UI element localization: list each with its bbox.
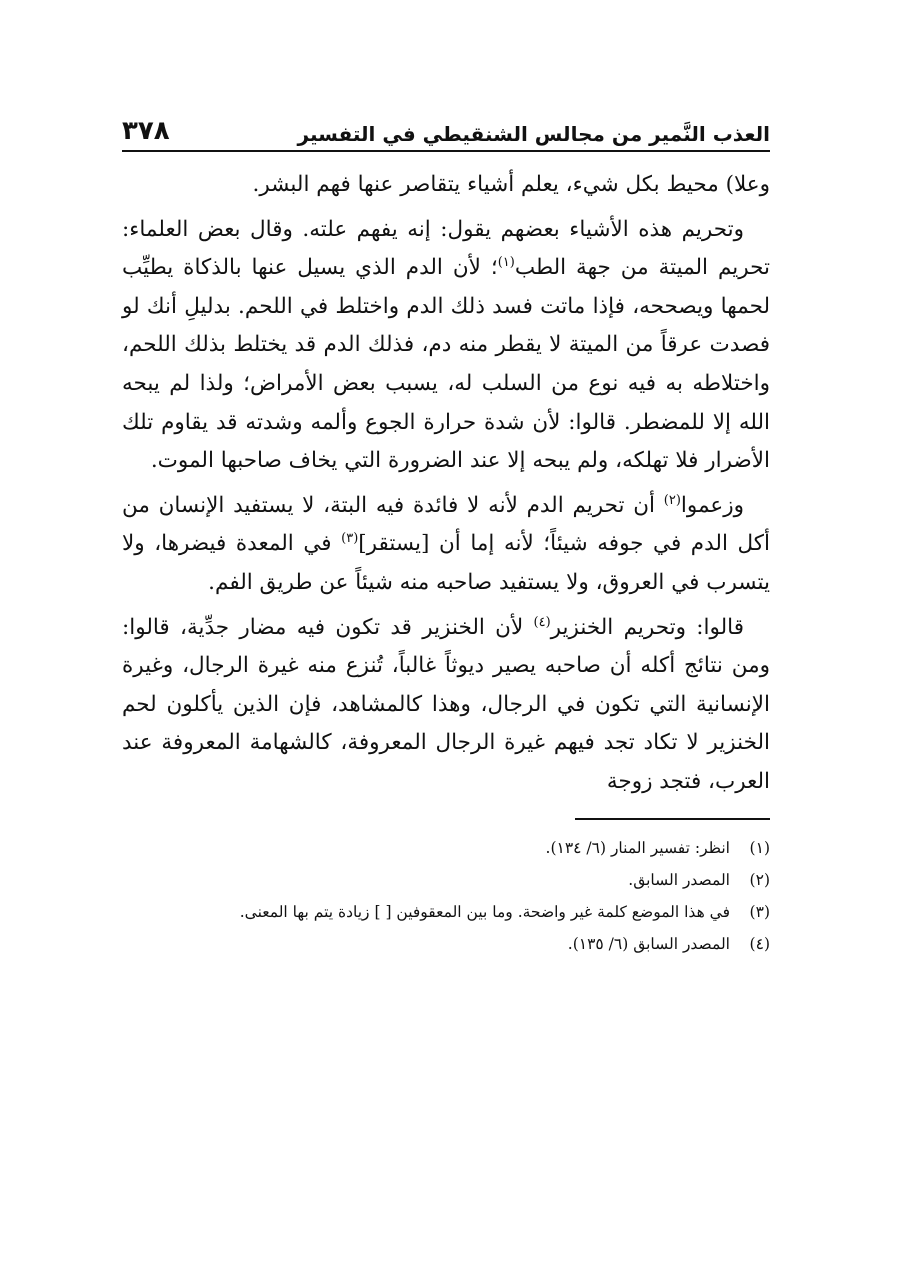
paragraph-2 (122, 211, 770, 481)
running-head (122, 100, 770, 152)
footnote-ref-2[interactable]: (٢) (663, 492, 681, 508)
paragraph-2-text-a: وتحريم هذه الأشياء بعضهم يقول: إنه يفهم علته. وقال بعض العلماء: تحريم الميتة من جهة الطب (122, 216, 770, 281)
footnote-text: انظر: تفسير المنار (٦/ ١٣٤). (545, 838, 730, 857)
paragraph-1-text: وعلا) محيط بكل شيء، يعلم أشياء يتقاصر عنها فهم البشر. (252, 172, 770, 197)
footnote-number: (٢) (749, 870, 770, 889)
main-text (122, 166, 770, 802)
paragraph-3 (122, 487, 770, 603)
footnote-item (122, 832, 770, 864)
paragraph-2-text-b: ؛ لأن الدم الذي يسيل عنها بالذكاة يطيِّب لحمها ويصححه، فإذا ماتت فسد ذلك الدم واختلط في اللحم. بدليلِ أنك لو فصدت عرقاً من الميتة لا يقطر منه دم، فذلك الدم قد يختلط بذلك اللحم، واختلاطه به فيه نوع من السلب له، يسبب بعض الأمراض؛ ولذا لم يبحه الله إلا للمضطر. قالوا: لأن شدة حرارة الجوع وألمه وشدته قد يقاوم تلك الأضرار فلا تهلكه، ولم يبحه إلا عند الضرورة التي يخاف صاحبها الموت. (122, 255, 770, 474)
paragraph-3-text-b: أن تحريم الدم لأنه لا فائدة فيه البتة، لا يستفيد الإنسان من أكل الدم في جوفه شيئاً؛ لأنه إما أن [يستقر] (122, 492, 770, 557)
footnotes (122, 832, 770, 960)
paragraph-4-text-a: قالوا: وتحريم الخنزير (550, 614, 744, 640)
book-page (122, 100, 770, 960)
paragraph-4 (122, 609, 770, 802)
page-number: ٣٧٨ (122, 116, 170, 146)
footnote-item (122, 864, 770, 896)
footnote-text: المصدر السابق. (628, 870, 730, 889)
footnote-ref-4[interactable]: (٤) (533, 614, 551, 630)
paragraph-3-text-c: في المعدة فيضرها، ولا يتسرب في العروق، ولا يستفيد صاحبه منه شيئاً عن طريق الفم. (122, 531, 770, 595)
footnote-number: (٣) (749, 902, 770, 921)
footnote-item (122, 896, 770, 928)
book-title: العذب النَّمير من مجالس الشنقيطي في التفسير (297, 122, 770, 146)
footnote-number: (٤) (749, 934, 770, 953)
footnote-ref-1[interactable]: (١) (497, 255, 515, 271)
paragraph-4-text-b: لأن الخنزير قد تكون فيه مضار جدِّية، قالوا: ومن نتائج أكله أن صاحبه يصير ديوثاً غالباً، تُنزع منه غيرة الرجال، وغيرة الإنسانية التي تكون في الرجال، وهذا كالمشاهد، فإن الذين يأكلون لحم الخنزير لا تكاد تجد فيهم غيرة الرجال المعروفة، كالشهامة المعروفة عند العرب، فتجد زوجة (122, 614, 770, 794)
footnote-divider (575, 818, 770, 820)
footnote-text: المصدر السابق (٦/ ١٣٥). (567, 934, 730, 953)
footnote-text: في هذا الموضع كلمة غير واضحة. وما بين المعقوفين [ ] زيادة يتم بها المعنى. (239, 902, 730, 921)
paragraph-1 (122, 166, 770, 205)
paragraph-3-text-a: وزعموا (680, 492, 744, 518)
footnote-number: (١) (749, 838, 770, 857)
footnote-item (122, 928, 770, 960)
footnote-ref-3[interactable]: (٣) (341, 531, 359, 547)
